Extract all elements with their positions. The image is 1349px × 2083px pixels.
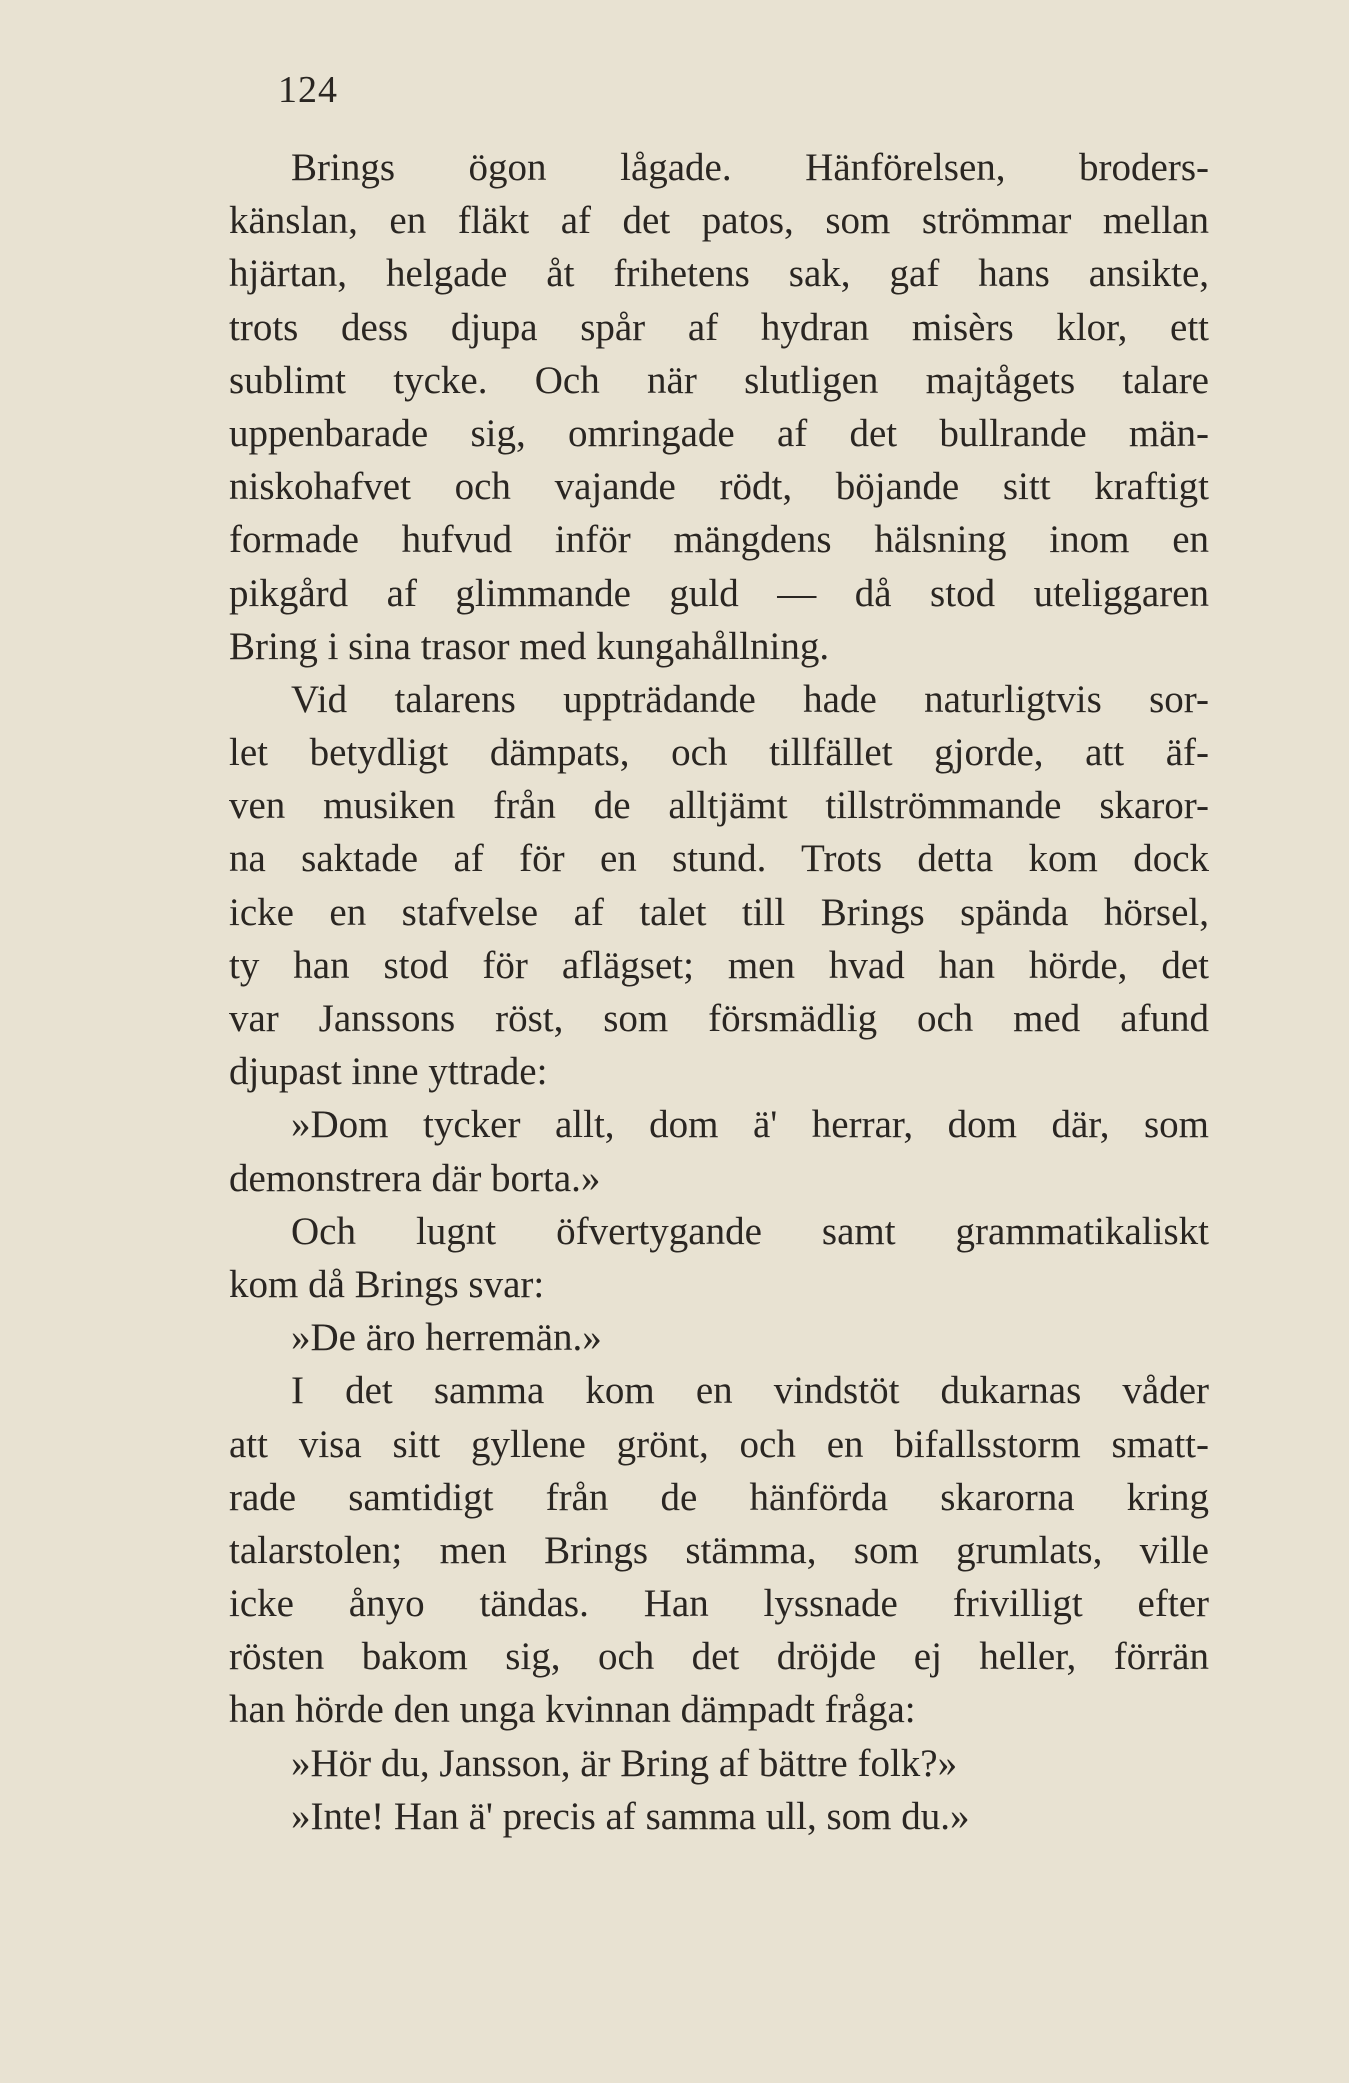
text-line: let betydligt dämpats, och tillfället gjorde, att äf- — [229, 731, 1209, 775]
text-line: uppenbarade sig, omringade af det bullrande män- — [229, 411, 1209, 455]
text-line: rösten bakom sig, och det dröjde ej heller, förrän — [229, 1635, 1209, 1679]
text-line: Vid talarens uppträdande hade naturligtvis sor- — [291, 677, 1209, 721]
text-line: formade hufvud inför mängdens hälsning inom en — [229, 518, 1209, 562]
text-line: ty han stod för aflägset; men hvad han hörde, det — [229, 943, 1209, 987]
text-line: trots dess djupa spår af hydran misèrs klor, ett — [229, 305, 1209, 349]
text-line: Och lugnt öfvertygande samt grammatikaliskt — [291, 1209, 1209, 1253]
text-line: niskohafvet och vajande rödt, böjande sitt kraftigt — [229, 465, 1209, 509]
text-line: kom då Brings svar: — [229, 1262, 545, 1306]
text-line: att visa sitt gyllene grönt, och en bifallsstorm smatt- — [229, 1422, 1209, 1466]
text-line: Brings ögon lågade. Hänförelsen, broders- — [291, 146, 1209, 189]
text-line: Bring i sina trasor med kungahållning. — [229, 624, 830, 668]
text-line: känslan, en fläkt af det patos, som strömmar mellan — [229, 199, 1209, 243]
page-number: 124 — [278, 69, 338, 111]
text-line: talarstolen; men Brings stämma, som grumlats, ville — [229, 1528, 1209, 1572]
text-line: han hörde den unga kvinnan dämpadt fråga: — [229, 1688, 916, 1732]
text-line: »Hör du, Jansson, är Bring af bättre folk?» — [291, 1741, 958, 1785]
text-line: ven musiken från de alltjämt tillströmmande skaror- — [229, 784, 1209, 828]
text-line: »Dom tycker allt, dom ä' herrar, dom där, som — [291, 1103, 1209, 1147]
text-line: rade samtidigt från de hänförda skarorna kring — [229, 1475, 1209, 1519]
text-line: var Janssons röst, som försmädlig och med afund — [229, 997, 1209, 1040]
text-line: »Inte! Han ä' precis af samma ull, som du.» — [291, 1794, 970, 1838]
text-line: demonstrera där borta.» — [229, 1156, 601, 1200]
text-line: I det samma kom en vindstöt dukarnas våder — [291, 1369, 1209, 1413]
text-line: na saktade af för en stund. Trots detta kom dock — [229, 837, 1209, 881]
text-line: sublimt tycke. Och när slutligen majtågets talare — [229, 358, 1209, 402]
text-line: »De äro herremän.» — [291, 1316, 602, 1360]
text-line: djupast inne yttrade: — [229, 1050, 548, 1094]
text-line: icke en stafvelse af talet till Brings spända hörsel, — [229, 890, 1209, 934]
text-line: hjärtan, helgade åt frihetens sak, gaf hans ansikte, — [229, 252, 1209, 296]
text-line: pikgård af glimmande guld — då stod uteliggaren — [229, 571, 1209, 615]
text-line: icke ånyo tändas. Han lyssnade frivilligt efter — [229, 1582, 1209, 1626]
body-text — [229, 141, 1209, 1843]
